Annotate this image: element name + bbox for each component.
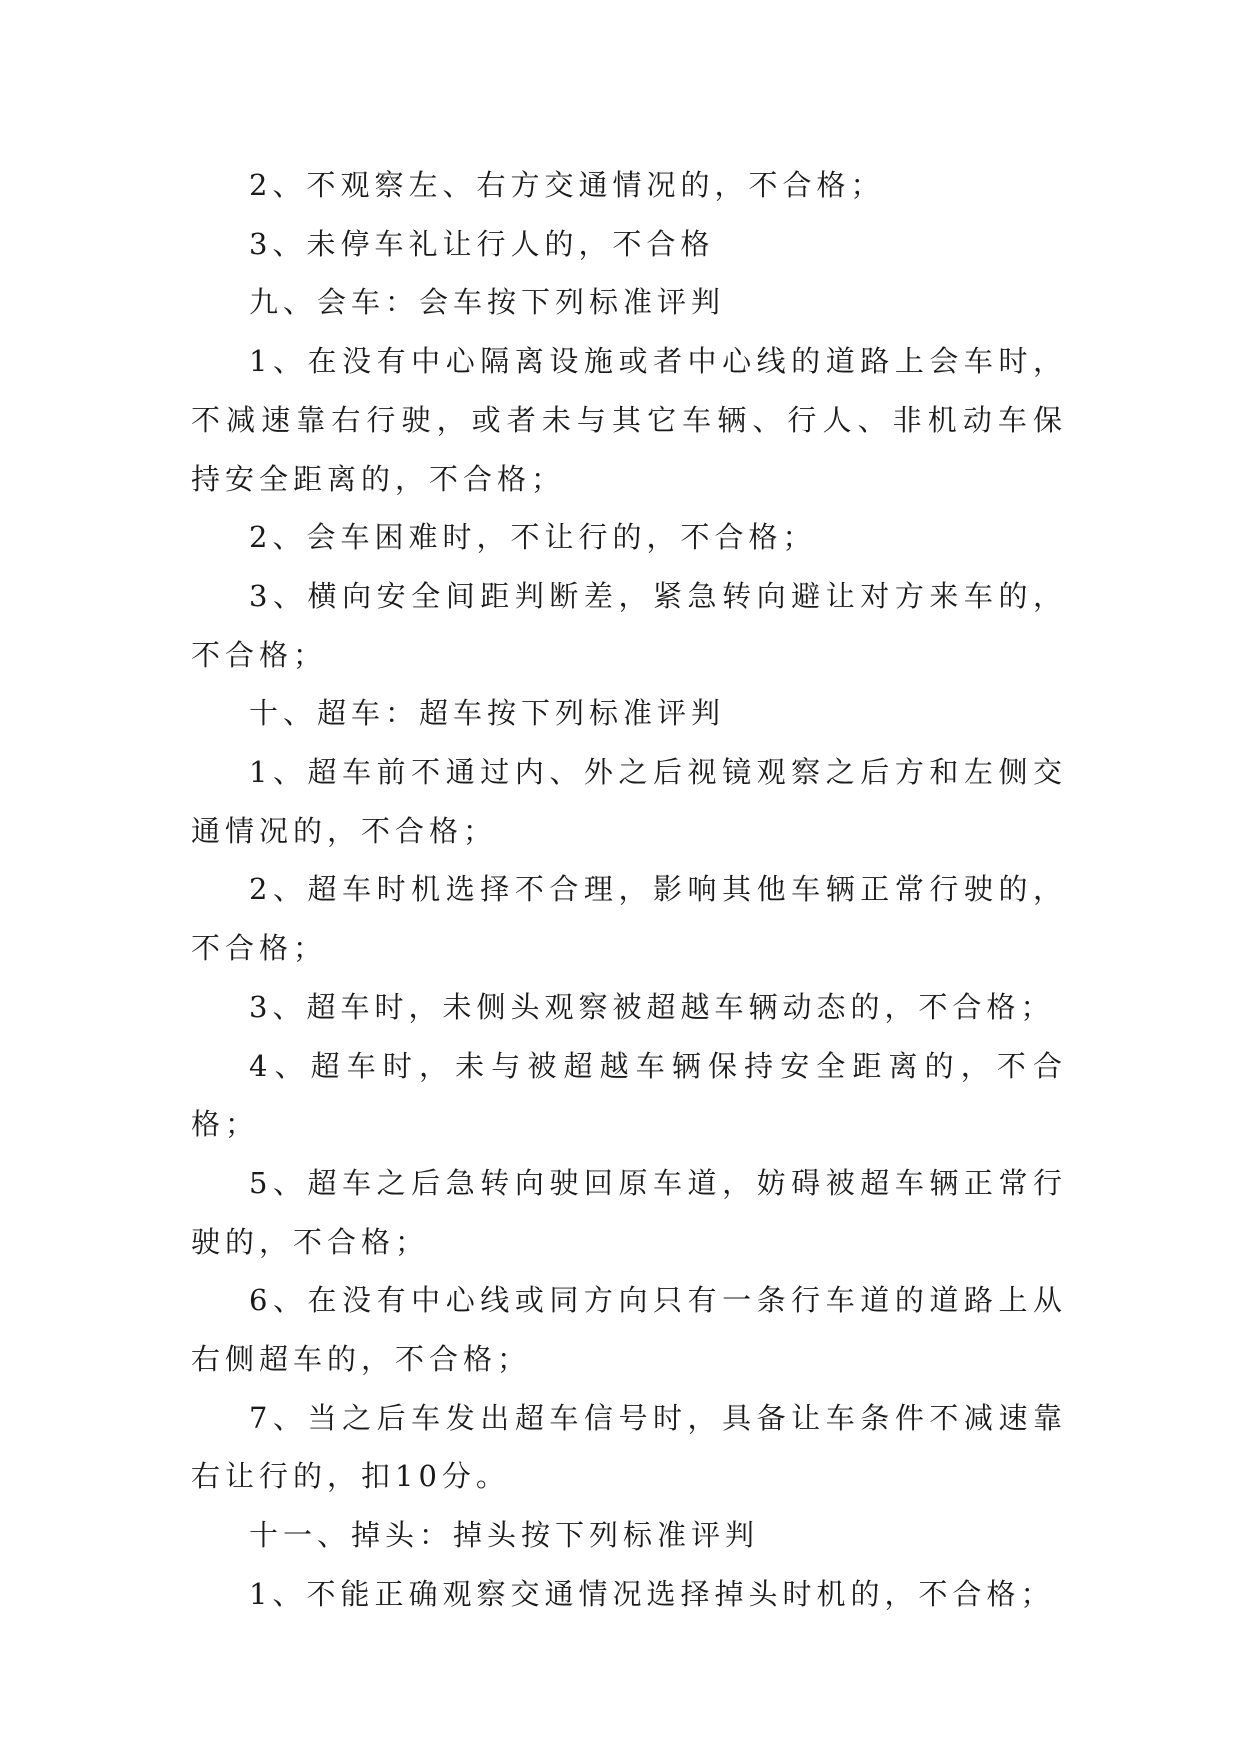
paragraph-meeting-item-3: 3、横向安全间距判断差，紧急转向避让对方来车的，不合格；: [191, 578, 1067, 672]
section-heading-meeting: 九、会车：会车按下列标准评判: [249, 285, 726, 320]
paragraph-meeting-item-2: 2、会车困难时，不让行的，不合格；: [249, 520, 817, 555]
paragraph-overtaking-item-1: 1、超车前不通过内、外之后视镜观察之后方和左侧交通情况的，不合格；: [191, 755, 1067, 848]
paragraph-meeting-item-1: 1、在没有中心隔离设施或者中心线的道路上会车时，不减速靠右行驶，或者未与其它车辆、行人、非机动车保持安全距离的，不合格；: [191, 344, 1067, 496]
paragraph-overtaking-item-5: 5、超车之后急转向驶回原车道，妨碍被超车辆正常行驶的，不合格；: [191, 1165, 1067, 1259]
section-heading-overtaking: 十、超车：超车按下列标准评判: [249, 696, 726, 731]
paragraph-overtaking-item-2: 2、超车时机选择不合理，影响其他车辆正常行驶的，不合格；: [191, 872, 1067, 966]
paragraph-item-3-no-yield-pedestrian: 3、未停车礼让行人的，不合格: [249, 226, 715, 261]
paragraph-overtaking-item-4: 4、超车时，未与被超越车辆保持安全距离的，不合格；: [191, 1048, 1067, 1142]
paragraph-item-2-no-observation: 2、不观察左、右方交通情况的，不合格；: [249, 168, 885, 202]
document-body: [191, 156, 1067, 1624]
paragraph-overtaking-item-7: 7、当之后车发出超车信号时，具备让车条件不减速靠右让行的，扣10分。: [191, 1400, 1067, 1494]
paragraph-overtaking-item-3: 3、超车时，未侧头观察被超越车辆动态的，不合格；: [249, 989, 1055, 1024]
section-heading-u-turn: 十一、掉头：掉头按下列标准评判: [249, 1518, 760, 1553]
paragraph-u-turn-item-1: 1、不能正确观察交通情况选择掉头时机的，不合格；: [249, 1576, 1055, 1611]
paragraph-overtaking-item-6: 6、在没有中心线或同方向只有一条行车道的道路上从右侧超车的，不合格；: [191, 1283, 1067, 1377]
